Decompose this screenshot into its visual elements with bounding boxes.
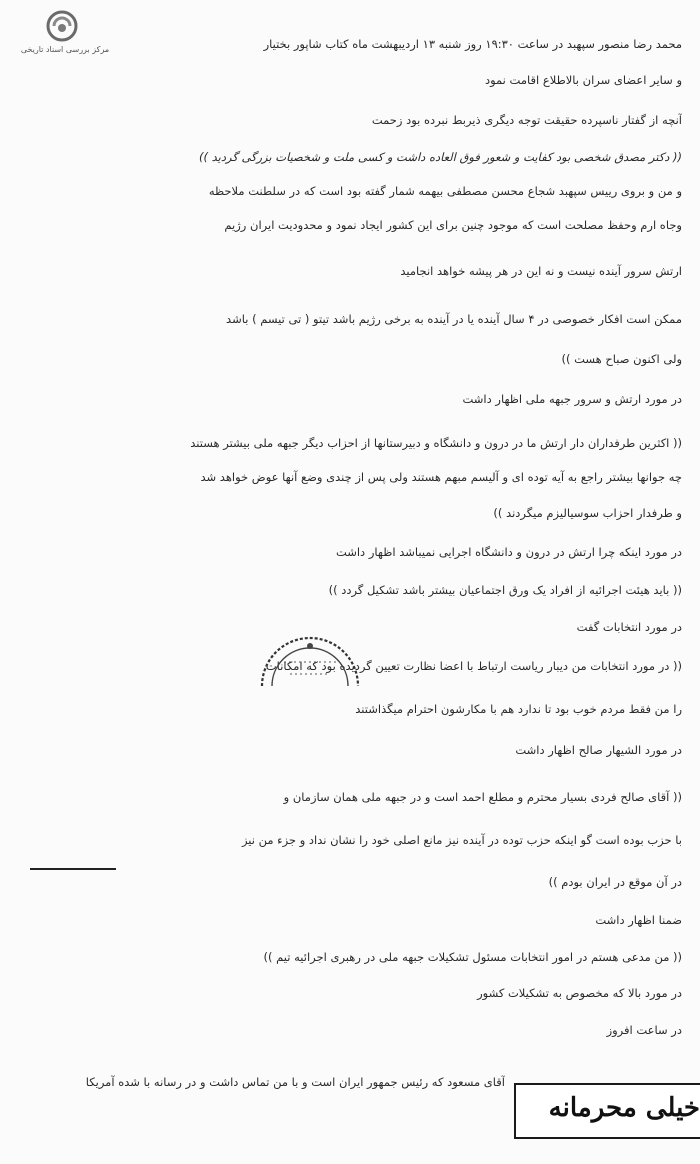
document-line: (( دکتر مصدق شخصی بود کفایت و شعور فوق العاده داشت و کسی ملت و شخصیات بزرگی گردید )) [198, 150, 682, 164]
document-line: ضمنا اظهار داشت [595, 913, 682, 927]
document-line: در مورد ارتش و سرور جبهه ملی اظهار داشت [462, 392, 682, 406]
document-line: و طرفدار احزاب سوسیالیزم میگردند )) [493, 506, 682, 520]
document-line: (( اکثرین طرفداران دار ارتش ما در درون و دانشگاه و دبیرستانها از احزاب دیگر جبهه ملی بیشتر هستند [190, 436, 682, 450]
document-line: در مورد الشیهار صالح اظهار داشت [515, 743, 682, 757]
document-line: و من و بروی رییس سپهبد شجاع محسن مصطفی بیهمه شمار گفته بود است که در سلطنت ملاحظه [208, 184, 682, 198]
circular-seal-stamp [254, 616, 366, 716]
document-line: در مورد اینکه چرا ارتش در درون و دانشگاه اجرایی نمیباشد اظهار داشت [335, 545, 682, 559]
classification-box [514, 1083, 700, 1139]
document-line: چه جوانها بیشتر راجع به آیه توده ای و آلیسم مبهم هستند ولی پس از چندی وضع آنها عوض خواهد شد [200, 470, 682, 484]
document-line: در ساعت افروز [606, 1023, 682, 1037]
document-line: ولی اکنون صباح هست )) [561, 352, 682, 366]
document-line: را من فقط مردم خوب بود تا ندارد هم با مکارشون احترام میگذاشتند [355, 702, 682, 716]
document-line: (( باید هیئت اجرائیه از افراد یک ورق اجتماعیان بیشتر باشد تشکیل گردد )) [328, 583, 682, 597]
document-line: ارتش سرور آینده نیست و نه این در هر پیشه خواهد انجامید [400, 264, 682, 278]
logo-text: مرکز بررسی اسناد تاریخی [20, 45, 110, 54]
classification-label: خیلی محرمانه [548, 1093, 700, 1123]
document-line: (( در مورد انتخابات من دیبار ریاست ارتباط با اعضا نظارت تعیین گردیده بود که امکانات [265, 659, 682, 673]
document-line: (( من مدعی هستم در امور انتخابات مسئول تشکیلات جبهه ملی در رهبری اجرائیه تیم )) [263, 950, 682, 964]
document-line: محمد رضا منصور سپهبد در ساعت ۱۹:۳۰ روز شنبه ۱۳ اردیبهشت ماه کتاب شاپور بختیار [263, 37, 682, 51]
document-line: و سایر اعضای سران بالاطلاع اقامت نمود [484, 73, 682, 87]
document-line: در آن موقع در ایران بودم )) [548, 875, 682, 889]
document-line: (( آقای صالح فردی بسیار محترم و مطلع احمد است و در جبهه ملی همان سازمان و [283, 790, 682, 804]
document-line: آقای مسعود که رئیس جمهور ایران است و با من تماس داشت و در رسانه با شده آمریکا [85, 1075, 505, 1089]
margin-rule [30, 868, 116, 870]
document-line: در مورد انتخابات گفت [576, 620, 682, 634]
document-line: ممکن است افکار خصوصی در ۴ سال آینده یا در آینده به برخی رژیم باشد تیتو ( تی تیسم ) باشد [226, 312, 682, 326]
document-line: آنچه از گفتار ناسپرده حقیقت توجه دیگری ذیربط نبرده بود زحمت [371, 113, 682, 127]
document-line: وجاه ارم وحفظ مصلحت است که موجود چنین برای این کشور ایجاد نمود و محدودیت ایران رژیم [224, 218, 682, 232]
document-line: در مورد بالا که مخصوص به تشکیلات کشور [477, 986, 682, 1000]
document-line: با حزب بوده است گو اینکه حزب توده در آینده نیز مانع اصلی خود را نشان نداد و جزء من نیز [241, 833, 682, 847]
archive-logo [10, 8, 120, 60]
